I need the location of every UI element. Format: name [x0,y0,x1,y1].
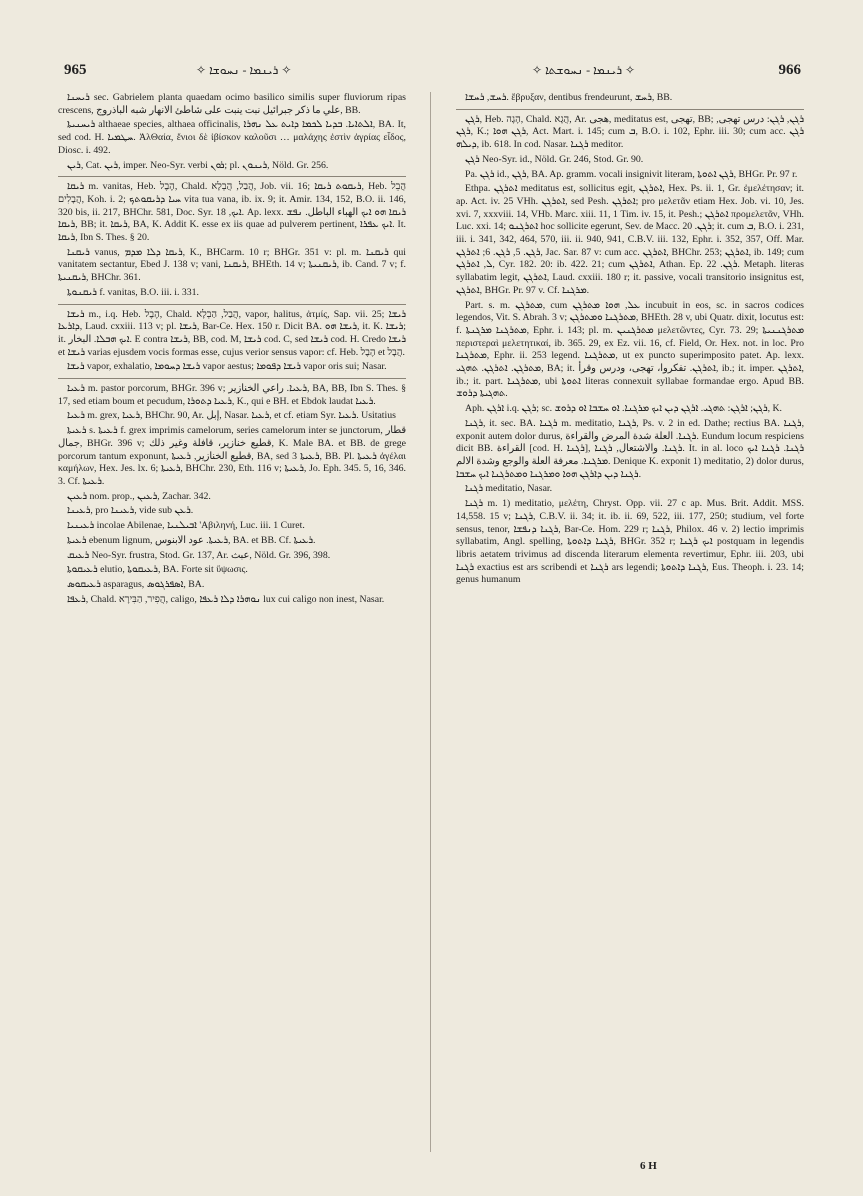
dictionary-entry: ܪܓܢܐ, it. sec. BA. ܪܓܢܐ m. meditatio, ܪܓܢܐ, Ps. v. 2 in ed. Dathe; rectius BA. ܪܓܢܐ, exponit autem dolor durus, ܪܓܢܐ. العلة شدة المرض والقراءة. Eundum locum respiciens dicit BB. القراءة [cod. H. ܪܓܢܐ], ܪܓܢܐ. والاشتعال, ܪܓܢܐ. It. in al. loco ܪܓܢܐ. ܪܓܢܐ ܐܝܟ ܡܪܓܢܐ. معرفة العلة والوجع وشدة الالم. Denique K. exponit 1) meditatio, 2) dolor durus, ܪܓܢܐ ܕܝܢ ܕܐܪܓܢ ܗܘܐ ܘܡܪܓܢܐ ܘܡܬܪܓܢܐ ܐܝܟ ܚܫܒܐ. [456,417,804,480]
right-page-number: 966 [778,62,801,78]
dictionary-entry: ܪܥܝܬܐ s. ܪܥܝܬܐ f. grex imprimis camelorum, series camelorum inter se junctorum, قطار جمال, BHGr. 396 v; قطيع خنازير، قافلة وغير ذلك, K. Male BA. et BB. de grege porcorum tantum exponunt, قطيع الخنازير, ܪܥܝܬܐ, BA, sed 3 ܪܥܝܬܐ, BB. Pl. ܪܥܝܬܐ ἀγέλαι καμήλων, Hex. Jes. lx. 6; ܪܥܝܬܐ, BHChr. 230, Eth. 116 v; ܪܥܝܬܐ, Jo. Eph. 345. 5, 16, 346. 3. Cf. ܪܥܝܬܐ. [58,425,406,487]
dictionary-entry: Pa. ܪܓܢ id., ܪܓܢ, BA. Ap. gramm. vocali insignivit literam, ܪܓܢ ܐܬܘܬܐ, BHGr. Pr. 97 r. [465,168,798,180]
signature-mark: 6 H [640,1160,657,1172]
left-column [58,92,406,1162]
right-column [456,92,804,1162]
dictionary-entry: ܪܥܝܩܘܬܐ elutio, ܪܥܝܩܘܬܐ, BA. Forte sit ὕψωσις. [67,564,248,576]
dictionary-entry: ܪܝܫܐ vapor, exhalatio, ܪܝܫܐ ܕܚܘܡܐ vapor aestus; ܪܝܫܐ ܕܦܘܡܐ vapor oris sui; Nasar. [67,361,387,373]
dictionary-entry: Part. s. m. ܡܬܪܓܢ, cum ܥܠ, ܗܘܐ ܡܬܪܓܢ incubuit in eos, sc. in sacros codices legendos, Vit. S. Abrah. 3 v; ܡܬܪܓܢܐ ܘܡܬܪܓܢ, BHEth. 28 v, ubi Quatr. dixit, locutus est: f. ܡܬܪܓܢܐ ܡܪܓܢܬܐ, Ephr. i. 143; pl. m. ܡܬܪܓܢܝܢ μελετῶντες, Cyr. 73. 29; ܡܬܪܓܢܢܝܬܐ περιστεραὶ μελετητικαί, ib. 365. 29, ex Ez. vii. 16, cf. Field, Or. Hex. not. in loc. Pro ܡܬܪܓܢܐ, Ephr. ii. 253 legend. ܡܬܪܓܢܐ, ut ex puncto superimposito patet. Ap. lexx. ܡܬܪܓܢ. ܐܬܪܓܢ. ܬܗܓܝ, BA; it. ܐܬܪܓܢ. تفكروا، تهجى، ودرس وقرأ, ib.; it. imper. ܐܬܪܓܢ, ib.; it. part. ܡܬܪܓܢܐ, ubi ܐܬܘܬܐ literas connexuit syllabae formandae ergo. Apud BB. ܬܗܓܝܬܐ ܕܪܘܫ. [456,299,804,400]
dictionary-entry: ܪܝܚܢܝܬܐ althaeae species, althaea officinalis, ܐܠܬܐܝܐ. ܒܕܝܐ ܠܟܡܐ ܕܐܝܬ ܥܠ ܢܗܪܐ, BA. It, sed cod. H. ܚܛܡܝܐ. ἈλΘαία, ἔνιοι δὲ ἰβίσκον καλοῦσι … μαλάχης ἐστὶν ἀγρίας εἶδος, Diosc. i. 492. [58,119,406,156]
dictionary-entry: ܪܓܢܐ meditatio, Nasar. [465,483,553,495]
dictionary-entry: ܪܥܝܢܝܐ incolae Abilenae, ܐܒܝܠܢܝܐ 'Αβιληνή, Luc. iii. 1 Curet. [67,520,305,532]
right-running-head: ✧ ܪܝܢܡܐ - ܢܚܘܫܬܐ ✧ [532,63,636,77]
dictionary-entry: ܪܝܩܢܐ vanus, ܪܝܩܐ ܕܠܐ ܡܕܡ, K., BHCarm. 10 r; BHGr. 351 v: pl. m. ܪܝܩܢܐ qui vanitatem sectantur, Ebed J. 138 v; vani, ܪܝܩܢܐ, BHEth. 14 v; ܪܝܩܢܝܬܐ, ib. Cand. 7 v; f. ܪܝܩܢܝܬܐ, BHChr. 361. [58,246,406,284]
dictionary-entry: ܪܓܢܐ m. 1) meditatio, μελέτη, Chryst. Opp. vii. 27 c ap. Mus. Brit. Addit. MSS. 14,558. 15 v; ܪܓܢܐ, C.B.V. ii. 34; it. ib. ii. 69, 522, iii. 177, 250; studium, vel forte sensus, tenor, ܪܓܢܐ ܕܢܦܫܐ, Bar-Ce. Hom. 229 r; ܪܓܢܐ, Philox. 46 v. 2) lectio imprimis syllabatim, Angl. spelling, ܪܓܢܐ ܕܐܬܘܬܐ, BHGr. 352 r; ܐܝܟ ܪܓܢܐ postquam in legendis libris aetatem trivimus ad discenda literarum elementa revertimur, Ephr. iii. 203, ubi ܪܓܢܐ exactius est ars scribendi et ܪܓܢܐ ars legendi; ܪܓܢܐ ܕܐܬܘܬܐ, Eus. Theoph. i. 23. 14; genus humanum [456,498,804,586]
dictionary-entry: ܪܝܩܢܘܬܐ f. vanitas, B.O. iii. i. 331. [67,286,199,298]
dictionary-entry: ܪܝܩܐ m. vanitas, Heb. הֶבֶל, Chald. הֲבַל, הֲבְלָא, Job. vii. 16; ܪܝܩܘܬ ܪܝܩܐ, Heb. הֲבֵל הֲבָלִים, Koh. i. 2; ܚܝܐ ܕܪܝܩܘܬܟ vita tua vana, ib. ix. 9; it. Amir. 134, 152, B.O. ii. 146, 320 bis, ii. 217, BHChr. 581, Doc. Syr. ܐܝܟ, 18. Ap. lexx. ܪܝܩܐ ܗܘ ܐܝܟ الهباء الباطل. ܢܦܫ ܪܝܩܐ, BB; it. ܪܝܩܐ, BA, K. Addit K. esse ex iis quae ad pulverem pertinent, ܐܝܟ ܥܦܪܐ. It. ܪܝܩܐ, Ibn S. Thes. § 20. [58,176,406,245]
dictionary-entry: ܪܥܝܐ m. grex, ܪܥܝܐ, BHChr. 90, Ar. إبل, Nasar. ܪܥܝܐ, et cf. etiam Syr. ܪܥܝܐ. Usitatius [67,410,396,422]
dictionary-entry: ܪܥܝܐ m. pastor porcorum, BHGr. 396 v; ܪܥܝܐ. راعي الخنازير, BA, BB, Ibn S. Thes. § 17, sed etiam boum et pecudum, ܪܥܝܐ ܕܬܘܪܐ, K., qui e BH. et Ebdok laudat ܪܥܝܐ. [58,378,406,408]
left-page-number: 965 [64,62,87,78]
dictionary-entry: ܪܝܢ, Cat. ܪܝܢ, imper. Neo-Syr. verbi ܪܘܢ; pl. ܪܝܢܘܢ, Nöld. Gr. 256. [67,159,329,171]
dictionary-entry: Aph. ܐܪܓܢ i.q. ܪܓܢ; sc. ܪܓܢ; ܐܪܓܢ: ܬܗܓܝ. ܐܪܓܢ ܕܝܢ ܐܝܟ ܡܪܓܢܐ. ܐܘ ܚܫܒܐ ܐܘ ܕܪܘܫ, K. [465,403,783,415]
page-header [0,62,863,86]
dictionary-entry: ܪܥܝܬܐ ebenum lignum, ܪܥܝܬܐ. عود الابنوس, BA. et BB. Cf. ܪܥܝܬܐ. [67,534,316,546]
dictionary-entry: ܪܓܢ Neo-Syr. id., Nöld. Gr. 246, Stod. Gr. 90. [465,153,644,165]
dictionary-entry: ܪܝܫܐ m., i.q. Heb. הֶבֶל, Chald. הֲבַל, הַבְלָא, vapor, halitus, ἀτμίς, Sap. vii. 25; ܪܝܫܐ ܕܐܪܥܐ, Laud. cxxiii. 113 v; pl. ܪܝܫܐ, Bar-Ce. Hex. 150 r. Dicit BA. ܪܝܫܐ ܗܘ, it. K. ܪܝܫܐ; it. ܐܝܟ ܗܒܠܐ. البخار. E contra ܪܝܫܐ, BB, cod. M, ܪܝܫܐ cod. C, sed ܪܝܫܐ cod. H. Credo ܪܝܫܐ et ܪܝܫܐ varias ejusdem vocis formas esse, cujus verior sensus vapor: cf. Heb. הֶבֶל et הֲבָל. [58,304,406,360]
dictionary-entry: ܪܓܢ, Heb. הָגָה, Chald. הֲגָא, Ar. هجى, meditatus est, تهجى, BB; ܪܓܢ, ܪܓܢ: درس تهجى, ܪܓܢ, K.; ܪܓܢ ܗܘܐ, Act. Mart. i. 145; cum ܒ, B.O. i. 102, Ephr. iii. 30; cum acc. ܪܓܢ ܕܝܠܗ, ib. 618. In cod. Nasar. ܪܓܢܐ meditor. [456,109,804,152]
dictionary-entry: ܪܥܝܩ Neo-Syr. frustra, Stod. Gr. 137, Ar. عبث, Nöld. Gr. 396, 398. [67,549,331,561]
dictionary-entry: ܪܥܝܩܘܣ asparagus, ܐܣܦܪܓܘܣ, BA. [67,578,205,590]
dictionary-entry: ܪܚܫ, ܪܚܫܐ. ἔβρυξαν, dentibus frendeurunt, ܪܚܫ, BB. [465,92,673,103]
left-running-head: ✧ ܪܝܢܡܐ - ܢܚܘܫܐ ✧ [196,63,292,77]
dictionary-entry: Ethpa. ܐܬܪܓܢ meditatus est, sollicitus egit, ܐܬܪܓܢ, Hex. Ps. ii. 1, Gr. ἐμελέτησαν; it. ap. Act. iv. 25 VHh. ܐܬܪܓܢ, sed Pesh. ܐܬܪܓܢ; pro μελετᾶν etiam Hex. Job. vi. 10, Jes. xvi. 7, xxxviii. 14, VHb. Marc. xiii. 11, 1 Tim. iv. 15, it. Pesh.; ܐܬܪܓܢ προμελετᾶν, VHh. Luc. xxi. 14; ܐܬܪܓܢܘ hoc sollicite egerunt, Sev. de Macc. ܪܓܢ. 20; it. cum ܒ, B.O. i. 231, iii. i. 341, 342, 464, 570, iii. ii. 940, 941, C.B.V. iii. 132, Ephr. i. 352, 357, Off. Mar. ܪܓܢ. 5, ܪܓܢ. 6; ܐܬܪܓܢ, Jac. Sar. 87 v: cum acc. ܐܬܪܓܢ, BHChr. 253; ܐܬܪܓܢ, ib. 149; cum ܠ, ܐܬܪܓܢ, Cyr. 182. 20: ib. 422. 21; cum ܐܬܪܓܢ, Athan. Ep. ܪܓܢ. 22. Metaph. literas syllabatim legit, ܐܬܪܓܢ, Laud. cxxiii. 180 r; it. passive, vocali transitorio insignitus est, ܐܬܪܓܢ, BHGr. Pr. 97 v. Cf. ܡܪܓܢܐ. [456,183,804,296]
dictionary-entry: ܪܥܝܢ nom. prop., ܪܥܝܢ, Zachar. 342. [67,490,211,502]
dictionary-entry: ܪܝܚܢܐ sec. Gabrielem planta quaedam ocimo basilico similis super fluviorum ripas crescens, علي ما ذكر جبرائيل نبت ينبت على شاطئ الانهار شبه الباذروج, BB. [58,92,406,116]
dictionary-entry: ܪܥܦܐ, Chald. הֲפִיר, הַבִּירָא, caligo, ܢܘܗܪܐ ܕܠܐ ܪܥܦܐ lux cui caligo non inest, Nasar. [67,593,385,605]
dictionary-entry: ܪܥܝܢܐ, pro ܪܥܝܢܐ, vide sub ܪܥܢ. [67,505,194,517]
column-divider [430,92,431,1152]
